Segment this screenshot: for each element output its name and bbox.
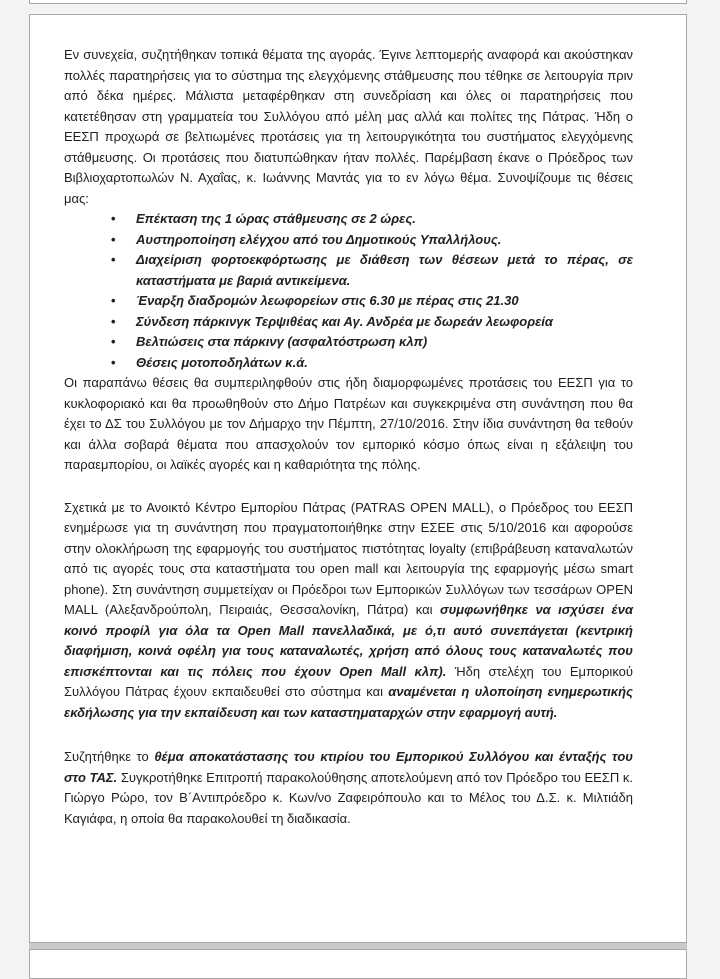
bullet-text: Βελτιώσεις στα πάρκινγ (ασφαλτόστρωση κλπ) <box>136 334 428 349</box>
bullet-item <box>64 353 633 374</box>
bullet-item <box>64 209 633 230</box>
document-text-area <box>64 45 633 829</box>
paragraph: Εν συνεχεία, συζητήθηκαν τοπικά θέματα της αγοράς. Έγινε λεπτομερής αναφορά και ακούστηκαν πολλές παρατηρήσεις για το σύστημα της ελεγχόμενης στάθμευσης που τέθηκε σε λειτουργία πριν από δέκα ημέρες. Μάλιστα μεταφέρθηκαν στη συνεδρίαση και όλες οι παρατηρήσεις που κατετέθησαν στη γραμματεία του Συλλόγου από μέλη μας αλλά και πολίτες της Πάτρας. Ήδη ο ΕΕΣΠ προχωρά σε βελτιωμένες προτάσεις για τη λειτουργικότητα του συστήματος ελεγχόμενης στάθμευσης. Οι προτάσεις που διατυπώθηκαν ήταν πολλές. Παρέμβαση έκανε ο Πρόεδρος των Βιβλιοχαρτοπωλών Ν. Αχαΐας, κ. Ιωάννης Μαντάς για το εν λόγω θέμα. Συνοψίζουμε τις θέσεις μας: <box>64 47 633 206</box>
bullet-item <box>64 332 633 353</box>
bullet-item <box>64 230 633 251</box>
text-run-bold-italic: αναμένεται η υλοποίηση ενημερωτικής εκδήλωσης για την εκπαίδευση και των καταστηματαρχών στην εφαρμογή αυτή. <box>64 684 633 720</box>
bullet-text: Επέκταση της 1 ώρας στάθμευσης σε 2 ώρες. <box>136 211 416 226</box>
bullet-dot-icon: • <box>111 354 116 370</box>
paragraph: Οι παραπάνω θέσεις θα συμπεριληφθούν στις ήδη διαμορφωμένες προτάσεις του ΕΕΣΠ για το κυκλοφοριακό και θα προωθηθούν στο Δήμο Πατρέων και συγκεκριμένα στη συνάντηση που θα έχει το ΔΣ του Συλλόγου με τον Δήμαρχο την Πέμπτη, 27/10/2016. Στην ίδια συνάντηση θα τεθούν και άλλα σοβαρά θέματα που απασχολούν τον εμπορικό κόσμο όπως είναι η εξάλειψη του παραεμπορίου, οι λαϊκές αγορές και η καθαριότητα της πόλης. <box>64 375 633 472</box>
text-run-bold-italic: συμφωνήθηκε να ισχύσει ένα κοινό προφίλ για όλα τα Open Mall πανελλαδικά, με ό,τι αυτό συνεπάγεται (κεντρική διαφήμιση, κοινά οφέλη για τους καταναλωτές, χρήση από όλους τους καταναλωτές που επισκέπτονται και τις πόλεις που έχουν Open Mall κλπ). <box>64 602 634 679</box>
bullet-item <box>64 312 633 333</box>
bullet-item <box>64 250 633 291</box>
text-run: Ήδη στελέχη του Εμπορικού Συλλόγου Πάτρας έχουν εκπαιδευθεί στο σύστημα και <box>64 663 634 699</box>
text-run: Συγκροτήθηκε Επιτροπή παρακολούθησης αποτελούμενη από τον Πρόεδρο του ΕΕΣΠ κ. Γιώργο Ρώρο, τον Β΄Αντιπρόεδρο κ. Κων/νο Ζαφειρόπουλο και το Μέλος του Δ.Σ. κ. Μιλτιάδη Καγιάφα, η οποία θα παρακολουθεί τη διαδικασία. <box>64 769 633 826</box>
text-run-bold-italic: θέμα αποκατάστασης του κτιρίου του Εμπορικού Συλλόγου και ένταξής του στο ΤΑΣ. <box>64 749 633 785</box>
bullet-dot-icon: • <box>111 211 116 226</box>
paragraph <box>64 498 633 724</box>
bullet-text: Σύνδεση πάρκινγκ Τερψιθέας και Αγ. Ανδρέα με δωρεάν λεωφορεία <box>136 313 553 329</box>
bullet-text: Αυστηροποίηση ελέγχου από του Δημοτικούς Υπαλλήλους. <box>136 231 502 247</box>
next-page-sliver <box>29 949 687 979</box>
text-run: Συζητήθηκε το <box>64 749 155 764</box>
bullet-dot-icon: • <box>111 231 116 247</box>
previous-page-sliver <box>29 0 687 4</box>
paragraph <box>64 747 633 829</box>
document-page <box>29 14 687 943</box>
bullet-list <box>64 209 633 373</box>
bullet-text: Έναρξη διαδρομών λεωφορείων στις 6.30 με πέρας στις 21.30 <box>136 293 519 308</box>
bullet-item <box>64 291 633 312</box>
text-run: Σχετικά με το Ανοικτό Κέντρο Εμπορίου Πάτρας (PATRAS OPEN MALL), ο Πρόεδρος του ΕΕΣΠ ενημέρωσε για τη συνάντηση που πραγματοποιήθηκε στην ΕΣΕΕ στις 5/10/2016 και αφορούσε στην ολοκλήρωση της εφαρμογής του συστήματος πιστότητας loyalty (επιβράβευση καταναλωτών από τις αγορές τους στα καταστήματα του open mall και λειτουργία της εφαρμογής μέσω smart phone). Στη συνάντηση συμμετείχαν οι Πρόεδροι των Εμπορικών Συλλόγων των τεσσάρων OPEN MALL (Αλεξανδρούπολη, Πειραιάς, Θεσσαλονίκη, Πάτρα) και <box>64 499 633 617</box>
bullet-text: Θέσεις μοτοποδηλάτων κ.ά. <box>136 354 308 370</box>
bullet-dot-icon: • <box>111 293 116 308</box>
bullet-text: Διαχείριση φορτοεκφόρτωσης με διάθεση των θέσεων μετά το πέρας, σε καταστήματα με βαριά αντικείμενα. <box>136 252 633 288</box>
bullet-dot-icon: • <box>111 252 116 267</box>
bullet-dot-icon: • <box>111 313 116 329</box>
bullet-dot-icon: • <box>111 334 116 349</box>
